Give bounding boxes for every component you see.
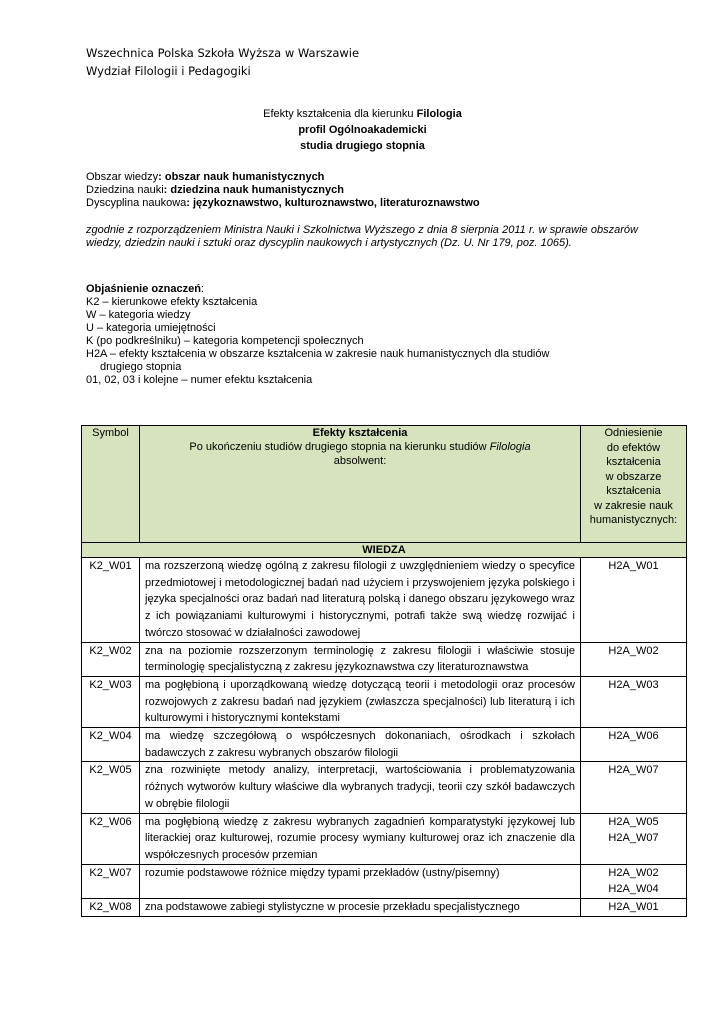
row-description: zna podstawowe zabiegi stylistyczne w procesie przekładu specjalistycznego [140,899,581,917]
row-symbol: K2_W07 [82,864,140,898]
row-reference: H2A_W02 [581,642,687,676]
row-symbol: K2_W02 [82,642,140,676]
header-symbol: Symbol [82,426,140,543]
row-description: zna rozwinięte metody analizy, interpretacji, wartościowania i problematyzowania różnych wytworów kultury właściwe dla wybranych tradycji, teorii czy szkół badawczych w obrębie filologii [140,762,581,813]
title-level: studia drugiego stopnia [300,140,425,152]
table-row [82,676,687,727]
title-line [0,106,725,122]
table-row [82,728,687,762]
row-reference: H2A_W01 [581,558,687,643]
row-description: ma pogłębioną i uporządkowaną wiedzę dotyczącą teorii i metodologii oraz procesów rozwojowych z zakresu badań nad językiem (zwłaszcza specjalności) lub literaturą i ich kulturowymi i historycznymi kontekstami [140,676,581,727]
row-reference: H2A_W06 [581,728,687,762]
header-effects-subtitle: Po ukończeniu studiów drugiego stopnia na kierunku studiów Filologia [189,441,531,453]
row-symbol: K2_W06 [82,813,140,864]
legend-item: K (po podkreślniku) – kategoria kompetencji społecznych [86,335,364,347]
legend-item: W – kategoria wiedzy [86,309,191,321]
row-symbol: K2_W08 [82,899,140,917]
row-reference: H2A_W02 H2A_W04 [581,864,687,898]
table-row [82,762,687,813]
section-row [82,543,687,558]
table-row [82,642,687,676]
title-profile: profil Ogólnoakademicki [298,124,427,136]
row-description: ma rozszerzoną wiedzę ogólną z zakresu filologii z uwzględnieniem wiedzy o specyfice przedmiotowej i metodologicznej badań nad użyciem i przyswojeniem języka polskiego i języka specjalności oraz badań nad literaturą polską i danego obszaru językowego wraz z ich powiązaniami kulturowymi i historycznymi, potrafi także swą wiedzę rozwijać i twórczo stosować w działalności zawodowej [140,558,581,643]
table-row [82,558,687,643]
legend [86,283,642,387]
table-row [82,813,687,864]
faculty-name: Wydział Filologii i Pedagogiki [86,64,251,78]
institution-header [86,44,359,80]
table-header-row [82,426,687,543]
row-reference: H2A_W03 [581,676,687,727]
row-symbol: K2_W04 [82,728,140,762]
legend-item: drugiego stopnia [100,361,182,373]
header-reference: Odniesienie do efektów kształcenia w obszarze kształcenia w zakresie nauk humanistycznych: [581,426,687,543]
row-symbol: K2_W03 [82,676,140,727]
row-symbol: K2_W01 [82,558,140,643]
info-line-area: Obszar wiedzy: obszar nauk humanistycznych [86,171,325,183]
row-description: rozumie podstawowe różnice między typami przekładów (ustny/pisemny) [140,864,581,898]
header-effects-title: Efekty kształcenia [312,427,408,439]
university-name: Wszechnica Polska Szkoła Wyższa w Warszawie [86,46,360,60]
legend-item: H2A – efekty kształcenia w obszarze kształcenia w zakresie nauk humanistycznych dla studiów [86,348,550,360]
row-reference: H2A_W07 [581,762,687,813]
area-info [86,171,642,210]
title-prefix: Efekty kształcenia dla kierunku [263,108,417,120]
header-effects-absolwent: absolwent: [333,455,387,467]
row-reference: H2A_W01 [581,899,687,917]
legend-item: 01, 02, 03 i kolejne – numer efektu kształcenia [86,374,313,386]
row-reference: H2A_W05 H2A_W07 [581,813,687,864]
section-wiedza: WIEDZA [82,543,687,558]
header-effects [140,426,581,543]
title-field: Filologia [416,108,462,120]
info-line-domain: Dziedzina nauki: dziedzina nauk humanistycznych [86,184,344,196]
row-description: zna na poziomie rozszerzonym terminologię z zakresu filologii i właściwie stosuje terminologię specjalistyczną z zakresu językoznawstwa czy literaturoznawstwa [140,642,581,676]
row-symbol: K2_W05 [82,762,140,813]
row-description: ma wiedzę szczegółową o współczesnych dokonaniach, ośrodkach i szkołach badawczych z zakresu wybranych obszarów filologii [140,728,581,762]
row-description: ma pogłębioną wiedzę z zakresu wybranych zagadnień komparatystyki językowej lub literackiej oraz kulturowej, rozumie procesy wymiany kulturowej oraz ich znaczenie dla współczesnych procesów przemian [140,813,581,864]
legend-item: U – kategoria umiejętności [86,322,216,334]
legend-title: Objaśnienie oznaczeń: [86,283,204,295]
info-line-discipline: Dyscyplina naukowa: językoznawstwo, kulturoznawstwo, literaturoznawstwo [86,197,480,209]
legend-item: K2 – kierunkowe efekty kształcenia [86,296,258,308]
learning-outcomes-table [81,425,687,917]
table-row [82,899,687,917]
regulation-note: zgodnie z rozporządzeniem Ministra Nauki i Szkolnictwa Wyższego z dnia 8 sierpnia 2011 r. w sprawie obszarów wiedzy, dziedzin nauki i sztuki oraz dyscyplin naukowych i artystycznych (Dz. U. Nr 179, poz. 1065). [86,224,638,249]
table-row [82,864,687,898]
document-title [0,106,725,154]
